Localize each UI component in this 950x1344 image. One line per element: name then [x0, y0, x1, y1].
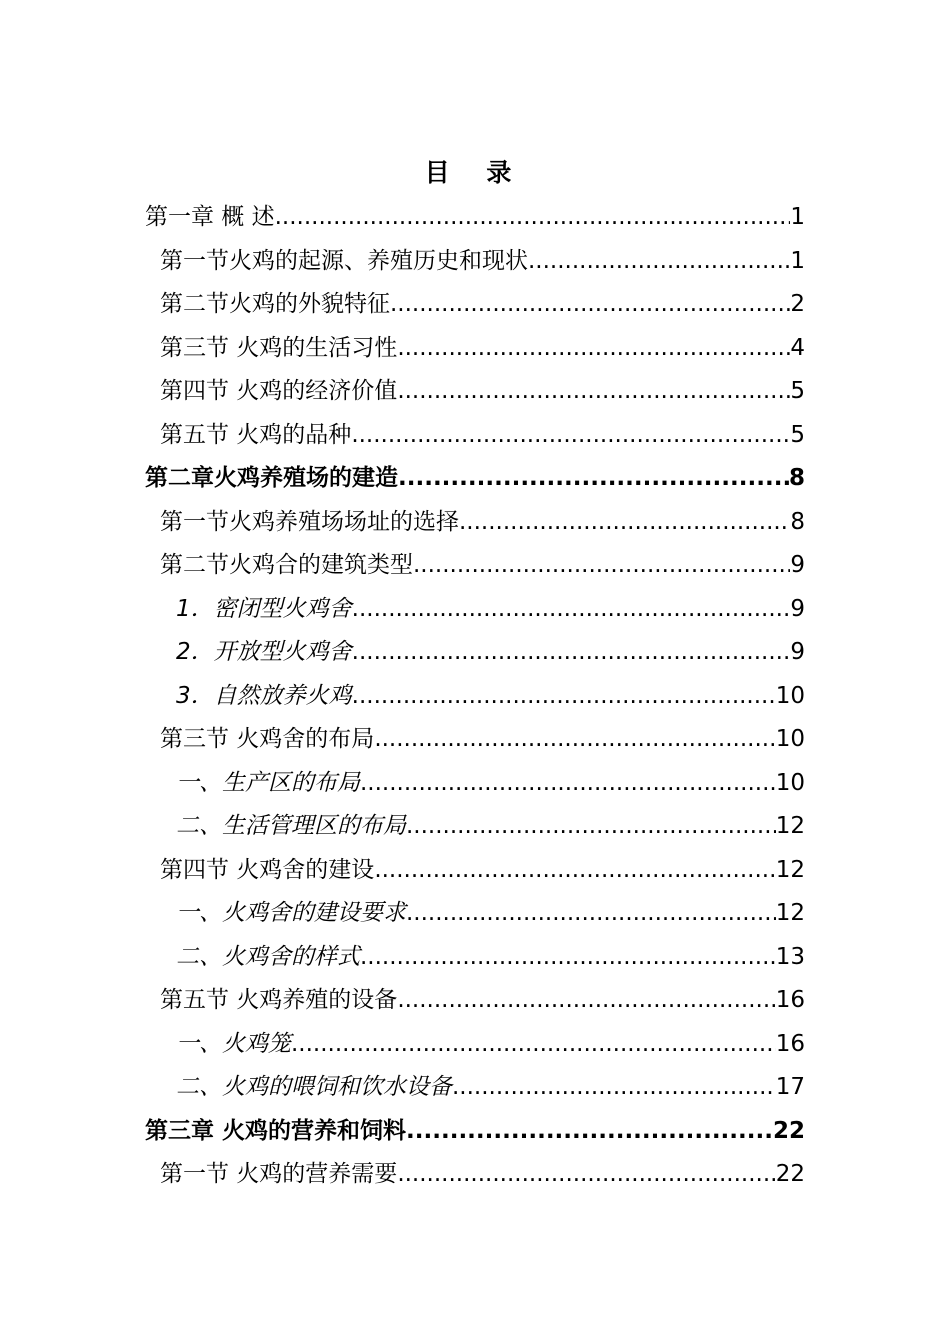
toc-entry-label: 第一节 火鸡的营养需要: [160, 1161, 398, 1187]
toc-page-number: 12: [775, 856, 805, 883]
toc-dot-leader: [397, 331, 790, 365]
toc-dot-leader: [360, 940, 776, 974]
toc-dot-leader: [275, 200, 791, 234]
toc-page-number: 10: [775, 726, 805, 752]
toc-dot-leader: [459, 505, 790, 539]
toc-subsection-entry[interactable]: [176, 760, 805, 800]
toc-section-entry[interactable]: [160, 238, 805, 278]
toc-page-number: 8: [790, 508, 805, 535]
toc-chapter-entry[interactable]: [145, 455, 805, 495]
toc-page-number: 17: [775, 1074, 805, 1100]
toc-dot-leader: [397, 983, 775, 1017]
toc-page-number: 12: [775, 900, 805, 926]
toc-entry-label: 第三节 火鸡的生活习性: [160, 334, 398, 361]
toc-dot-leader: [397, 1157, 775, 1191]
toc-dot-leader: [352, 635, 791, 669]
toc-dot-leader: [452, 1070, 776, 1104]
toc-dot-leader: [390, 287, 790, 321]
toc-section-entry[interactable]: [160, 847, 805, 887]
toc-page-number: 10: [775, 682, 805, 709]
toc-section-entry[interactable]: [160, 368, 805, 408]
toc-dot-leader: [351, 418, 790, 452]
toc-entry-label: 二、火鸡的喂饲和饮水设备: [176, 1074, 452, 1100]
toc-entry-label: 第一章 概 述: [145, 204, 275, 230]
toc-page-number: 8: [788, 465, 805, 491]
toc-section-entry[interactable]: [160, 325, 805, 365]
toc-entry-label: 2．开放型火鸡舍: [176, 639, 352, 665]
toc-page-number: 1: [790, 247, 805, 274]
toc-subsection-entry[interactable]: [176, 890, 805, 930]
toc-entry-label: 二、火鸡舍的样式: [176, 943, 360, 970]
toc-dot-leader: [374, 722, 775, 756]
toc-entry-label: 第二章火鸡养殖场的建造: [145, 465, 398, 491]
toc-page-number: 2: [790, 291, 805, 317]
toc-dot-leader: [406, 1114, 773, 1148]
toc-entry-label: 第二节火鸡的外貌特征: [160, 291, 390, 317]
toc-entry-label: 3．自然放养火鸡: [176, 682, 352, 709]
toc-dot-leader: [291, 1027, 776, 1061]
toc-page-number: 22: [772, 1117, 805, 1144]
toc-page-number: 16: [775, 1030, 805, 1057]
toc-chapter-entry[interactable]: [145, 1108, 805, 1148]
toc-page-number: 12: [775, 813, 805, 839]
toc-entry-label: 第四节 火鸡舍的建设: [160, 856, 375, 883]
toc-section-entry[interactable]: [160, 499, 805, 539]
toc-page-number: 22: [775, 1161, 805, 1187]
toc-section-entry[interactable]: [160, 412, 805, 452]
toc-section-entry[interactable]: [160, 977, 805, 1017]
toc-entry-label: 二、生活管理区的布局: [176, 813, 406, 839]
toc-page-number: 16: [775, 987, 805, 1013]
toc-entry-label: 一、火鸡舍的建设要求: [176, 900, 406, 926]
toc-subsection-entry[interactable]: [176, 629, 805, 669]
toc-entry-label: 第五节 火鸡的品种: [160, 421, 352, 448]
toc-page-number: 9: [790, 639, 805, 665]
toc-entry-label: 第一节火鸡的起源、养殖历史和现状: [160, 247, 528, 274]
toc-subsection-entry[interactable]: [176, 934, 805, 974]
toc-subsection-entry[interactable]: [176, 803, 805, 843]
toc-page-number: 13: [775, 943, 805, 970]
toc-dot-leader: [406, 809, 776, 843]
toc-dot-leader: [360, 766, 776, 800]
toc-entry-label: 一、生产区的布局: [176, 769, 360, 796]
toc-section-entry[interactable]: [160, 716, 805, 756]
toc-subsection-entry[interactable]: [176, 1021, 805, 1061]
toc-dot-leader: [406, 896, 776, 930]
toc-entry-label: 第四节 火鸡的经济价值: [160, 378, 398, 404]
toc-entry-label: 第三节 火鸡舍的布局: [160, 726, 375, 752]
toc-entry-label: 一、火鸡笼: [176, 1030, 291, 1057]
toc-subsection-entry[interactable]: [176, 586, 805, 626]
toc-dot-leader: [374, 853, 775, 887]
toc-dot-leader: [352, 592, 791, 626]
toc-page-number: 4: [790, 334, 805, 361]
toc-dot-leader: [413, 548, 790, 582]
toc-chapter-entry[interactable]: [145, 194, 805, 234]
toc-entry-label: 第一节火鸡养殖场场址的选择: [160, 508, 459, 535]
toc-title: 目 录: [424, 158, 526, 187]
toc-dot-leader: [398, 461, 789, 495]
toc-page-number: 10: [775, 769, 805, 796]
toc-dot-leader: [352, 679, 776, 713]
toc-dot-leader: [397, 374, 790, 408]
toc-entry-label: 第三章 火鸡的营养和饲料: [145, 1117, 407, 1144]
toc-entry-label: 第五节 火鸡养殖的设备: [160, 987, 398, 1013]
toc-subsection-entry[interactable]: [176, 673, 805, 713]
toc-subsection-entry[interactable]: [176, 1064, 805, 1104]
toc-section-entry[interactable]: [160, 1151, 805, 1191]
toc-entry-label: 1．密闭型火鸡舍: [176, 595, 352, 622]
toc-page-number: 5: [790, 378, 805, 404]
toc-page-number: 9: [790, 552, 805, 578]
toc-entry-label: 第二节火鸡合的建筑类型: [160, 552, 413, 578]
toc-dot-leader: [528, 244, 790, 278]
toc-page-number: 5: [790, 421, 805, 448]
toc-page-number: 1: [790, 204, 805, 230]
toc-section-entry[interactable]: [160, 281, 805, 321]
toc-section-entry[interactable]: [160, 542, 805, 582]
toc-page-number: 9: [790, 595, 805, 622]
